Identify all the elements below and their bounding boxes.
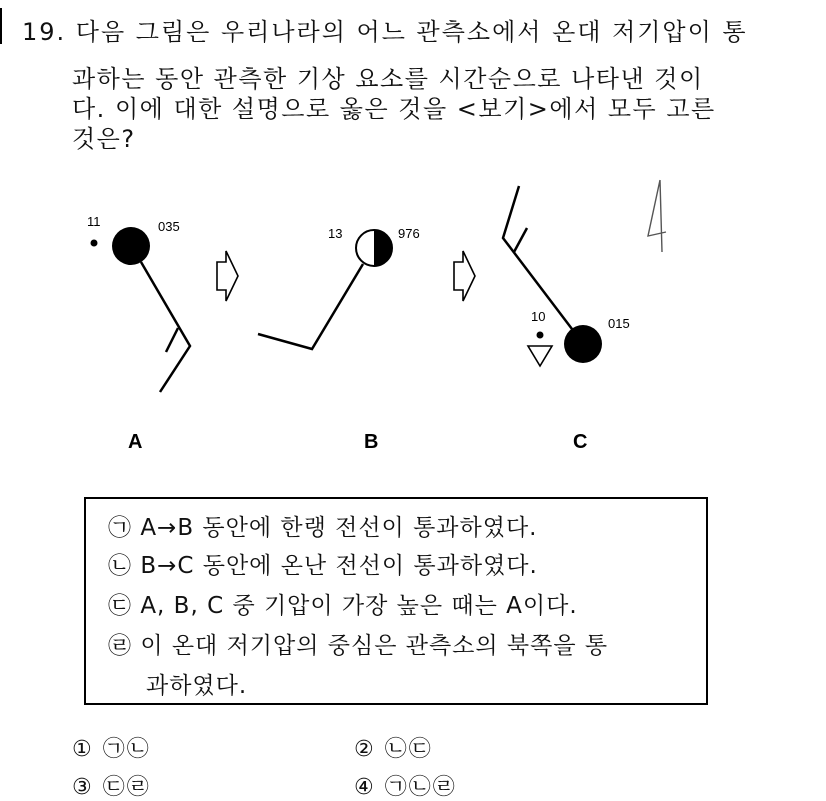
rain-dot-icon [91, 240, 98, 247]
station-c [503, 186, 630, 453]
station-b [258, 226, 420, 453]
station-a [87, 214, 190, 453]
question-line-2: 다. 이에 대한 설명으로 옳은 것을 <보기>에서 모두 고른 [72, 95, 716, 123]
station-model-figure [0, 160, 826, 490]
option-2-number: ② [354, 737, 376, 762]
station-a-temperature: 11 [87, 214, 101, 229]
option-3-number: ③ [72, 775, 94, 800]
question-line-3: 것은? [72, 125, 136, 153]
overcast-cloud-icon [112, 227, 150, 265]
overcast-cloud-icon [564, 325, 602, 363]
option-1-number: ① [72, 737, 94, 762]
bogi-item-4 [108, 627, 608, 660]
bogi-box [84, 497, 708, 705]
option-1-answer: ㉠㉡ [102, 737, 151, 762]
wind-barb-a [141, 262, 190, 392]
question-line-1: 과하는 동안 관측한 기상 요소를 시간순으로 나타낸 것이 [72, 65, 704, 93]
station-c-temperature: 10 [531, 309, 546, 324]
option-3-answer: ㉢㉣ [102, 775, 151, 800]
option-2[interactable] [354, 732, 433, 763]
bogi-item-1 [108, 509, 538, 542]
bogi-item-3 [108, 587, 578, 620]
option-4-number: ④ [354, 775, 376, 800]
bogi-marker-3: ㉢ [108, 593, 132, 619]
rain-shower-dot-icon [537, 332, 544, 339]
station-b-label: B [364, 431, 379, 453]
question-title: 19. 다음 그림은 우리나라의 어느 관측소에서 온대 저기압이 통 [22, 18, 748, 46]
station-a-label: A [128, 431, 143, 453]
station-c-pressure: 015 [608, 316, 630, 331]
bogi-text-1: A→B 동안에 한랭 전선이 통과하였다. [140, 515, 538, 541]
station-b-pressure: 976 [398, 226, 420, 241]
arrow-right-icon [217, 251, 238, 301]
option-4[interactable] [354, 770, 457, 801]
bogi-text-2: B→C 동안에 온난 전선이 통과하였다. [140, 553, 538, 579]
bogi-item-4-continuation: 과하였다. [146, 673, 248, 699]
wind-barb-b [258, 264, 363, 349]
station-b-temperature: 13 [328, 226, 343, 241]
station-c-label: C [573, 431, 588, 453]
wind-feather-a [166, 328, 178, 352]
option-3[interactable] [72, 770, 151, 801]
bogi-marker-4: ㉣ [108, 633, 132, 659]
margin-line [0, 8, 2, 44]
bogi-marker-2: ㉡ [108, 553, 132, 579]
handwritten-four-mark [648, 180, 666, 252]
bogi-item-2 [108, 547, 538, 580]
wind-barb-c [503, 186, 572, 329]
bogi-marker-1: ㉠ [108, 515, 132, 541]
option-4-answer: ㉠㉡㉣ [384, 775, 457, 800]
bogi-text-4: 이 온대 저기압의 중심은 관측소의 북쪽을 통 [140, 633, 609, 659]
shower-triangle-icon [528, 346, 552, 366]
arrow-right-icon [454, 251, 475, 301]
option-2-answer: ㉡㉢ [384, 737, 433, 762]
station-models-svg [0, 160, 826, 490]
wind-feather-c [514, 228, 527, 252]
bogi-text-3: A, B, C 중 기압이 가장 높은 때는 A이다. [140, 593, 578, 619]
option-1[interactable] [72, 732, 151, 763]
station-a-pressure: 035 [158, 219, 180, 234]
question-body [72, 64, 772, 154]
